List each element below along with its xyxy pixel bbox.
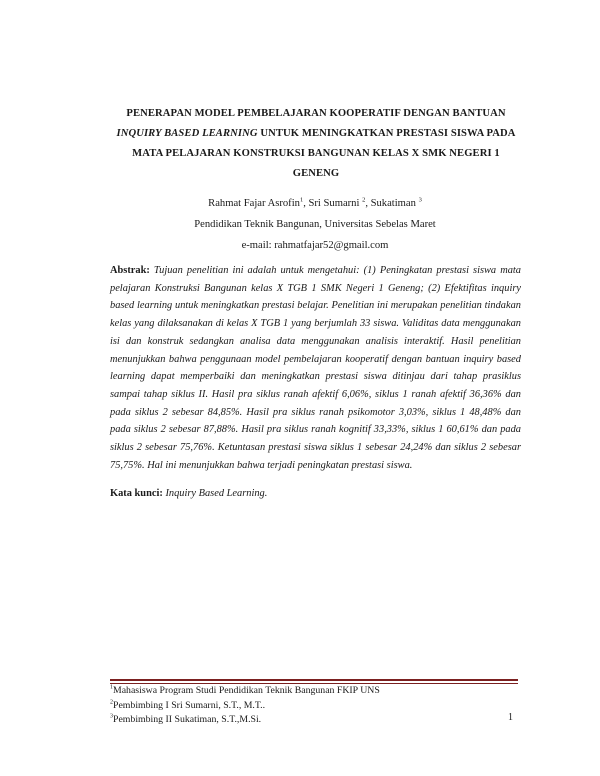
title-italic-term: INQUIRY BASED LEARNING	[116, 128, 258, 139]
footnote-divider-thick	[110, 679, 518, 681]
page-number: 1	[508, 712, 513, 723]
footnote-mark: 3	[110, 713, 113, 720]
author-3: , Sukatiman	[365, 198, 419, 209]
keywords	[110, 485, 521, 503]
title-line-3: MATA PELAJARAN KONSTRUKSI BANGUNAN KELAS X SMK NEGERI 1	[132, 148, 500, 159]
abstract-label: Abstrak:	[110, 265, 150, 276]
author-names	[110, 193, 520, 214]
footnote-mark: 1	[110, 684, 113, 691]
affiliation: Pendidikan Teknik Bangunan, Universitas Sebelas Maret	[194, 219, 436, 230]
title-line-2-rest: UNTUK MENINGKATKAN PRESTASI SISWA PADA	[257, 128, 516, 139]
abstract-text: Tujuan penelitian ini adalah untuk mengetahui: (1) Peningkatan prestasi siswa mata pelajaran Konstruksi Bangunan kelas X TGB 1 SMK Negeri 1 Geneng; (2) Efektifitas inquiry based learning untuk meningkatkan prestasi belajar. Penelitian ini merupakan penelitian tindakan kelas yang dilaksanakan di kelas X TGB 1 yang berjumlah 33 siswa. Validitas data menggunakan isi dan konstruk sedangkan analisa data menggunakan analisis interaktif. Hasil penelitian menunjukkan bahwa penggunaan model pembelajaran kooperatif dengan bantuan inquiry based learning dapat memperbaiki dan meningkatkan prestasi siswa ditinjau dari tahap prasiklus sampai tahap siklus II. Hasil pra siklus ranah afektif 6,06%, siklus 1 ranah afektif 36,36% dan pada siklus 2 sebesar 84,85%. Hasil pra siklus ranah psikomotor 3,03%, siklus 1 48,48% dan pada siklus 2 sebesar 87,88%. Hasil pra siklus ranah kognitif 33,33%, siklus 1 60,61% dan pada siklus 2 sebesar 75,76%. Ketuntasan prestasi siswa siklus 1 sebesar 24,24% dan siklus 2 sebesar 75,75%. Hal ini menunjukkan bahwa terjadi peningkatan prestasi siswa.	[110, 265, 521, 471]
paper-title	[112, 104, 520, 184]
author-2-mark: 2	[362, 196, 366, 204]
abstract	[110, 262, 521, 474]
title-line-2	[112, 124, 520, 144]
author-3-mark: 3	[418, 196, 422, 204]
author-block	[110, 193, 520, 256]
footnote-text: Pembimbing I Sri Sumarni, S.T., M.T..	[113, 699, 266, 711]
author-2: , Sri Sumarni	[303, 198, 363, 209]
author-1: Rahmat Fajar Asrofin	[208, 198, 300, 209]
footnote	[110, 699, 520, 714]
keywords-value: Inquiry Based Learning.	[165, 488, 268, 499]
email: e-mail: rahmatfajar52@gmail.com	[241, 240, 389, 251]
footnote-text: Pembimbing II Sukatiman, S.T.,M.Si.	[113, 714, 262, 725]
footnotes	[110, 684, 520, 728]
title-line-1: PENERAPAN MODEL PEMBELAJARAN KOOPERATIF DENGAN BANTUAN	[126, 108, 506, 119]
author-1-mark: 1	[299, 196, 304, 204]
footnote	[110, 713, 520, 728]
title-line-4: GENENG	[292, 168, 340, 179]
footnote-mark: 2	[110, 699, 113, 706]
footnote-text: Mahasiswa Program Studi Pendidikan Teknik Bangunan FKIP UNS	[113, 685, 380, 696]
keywords-label: Kata kunci:	[110, 488, 163, 499]
footnote	[110, 684, 520, 699]
